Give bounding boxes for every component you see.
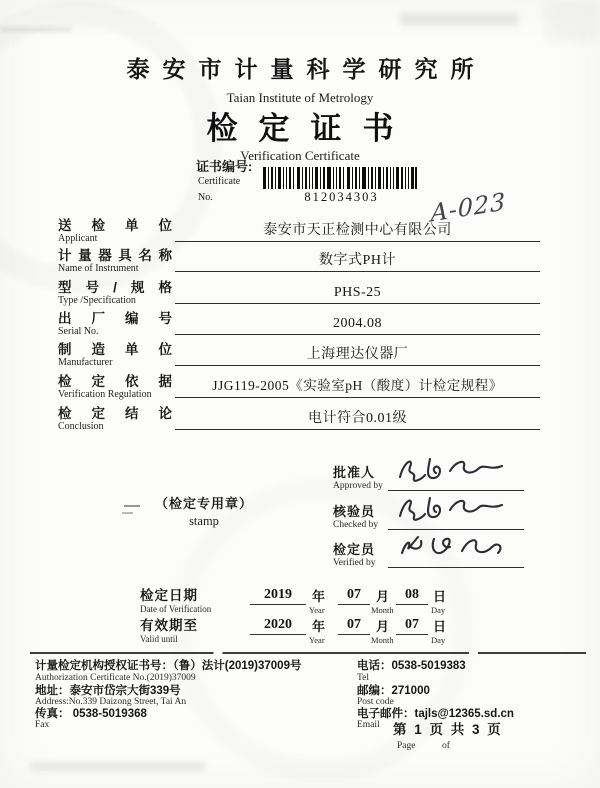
tel-en: Tel [357,673,369,683]
page-indicator-en-of: of [442,741,450,751]
verified-by-signature [392,529,517,567]
field-label-cn: 型号/规格 [58,280,172,295]
certificate-no-label-en2: No. [198,192,213,203]
email-cn: 电子邮件：tajls@12365.sd.cn [357,708,514,720]
field-label-en: Type /Specification [58,295,136,306]
field-value: JJG119-2005《实验室pH（酸度）计检定规程》 [175,373,540,398]
verified-by-line [388,567,524,568]
valid-until-label-cn: 有效期至 [140,618,198,633]
field-value: 数字式PH计 [175,247,540,272]
valid-until-day: 07 [396,618,428,635]
field-label-en: Name of Instrument [58,263,139,274]
valid-until-label-en: Valid until [140,634,178,644]
year-unit-cn: 年 [312,589,326,604]
day-unit-cn: 日 [433,619,447,634]
institute-name-en: Taian Institute of Metrology [226,90,374,105]
month-unit-en: Month [371,635,394,645]
field-value: PHS-25 [175,279,540,304]
footer-divider [30,652,586,654]
approved-by-signature [392,451,517,489]
checked-by-label-cn: 核验员 [333,504,376,519]
approved-by-label-cn: 批准人 [333,465,376,480]
handwritten-code: A-023 [430,187,507,228]
field-label-cn: 出厂编号 [58,311,172,326]
field-label-cn: 送检单位 [58,218,172,233]
stamp-note [146,497,262,528]
barcode-image [263,167,420,189]
scan-artifact-margin-dash [124,505,140,507]
field-label-en: Manufacturer [58,357,113,368]
authorization-cert-no-en: Authorization Certificate No.(2019)37009 [35,673,196,683]
verification-day: 08 [396,588,428,605]
field-value: 上海理达仪器厂 [175,341,540,366]
certificate-title-cn: 检定证书 [206,111,415,146]
certificate-no-label-cn: 证书编号: [196,159,253,174]
month-unit-en: Month [371,605,394,615]
valid-until-year: 2020 [250,618,306,635]
year-unit-cn: 年 [312,619,326,634]
verification-year: 2019 [250,588,306,605]
certificate-number: 812034303 [304,190,379,204]
scan-artifact-smudge-top [400,13,518,26]
certificate-no-label-en: Certificate [198,176,241,187]
address-en: Address:No.339 Daizong Street, Tai An [35,697,187,707]
field-label-en: Applicant [58,233,98,244]
address-cn: 地址：泰安市岱宗大街339号 [35,685,181,697]
month-unit-cn: 月 [376,589,390,604]
verification-date-label-en: Date of Verification [140,604,212,614]
field-row-applicant [58,217,540,247]
stamp-note-en: stamp [189,514,219,528]
stamp-note-cn: （检定专用章） [154,496,253,511]
field-label-cn: 计量器具名称 [58,248,172,263]
day-unit-cn: 日 [433,589,447,604]
field-row-serial-no [58,310,540,340]
field-label-cn: 检定结论 [58,406,172,421]
tel-cn: 电话：0538-5019383 [357,660,466,672]
year-unit-en: Year [309,635,325,645]
verification-date-label-cn: 检定日期 [140,588,198,603]
postcode-en: Post code [357,697,394,707]
verified-by-label-en: Verified by [333,558,376,568]
verification-month: 07 [338,588,370,605]
field-row-conclusion [58,405,540,435]
page-indicator-en-page: Page [397,741,416,751]
checked-by-label-en: Checked by [333,520,379,530]
field-row-regulation [58,373,540,403]
field-value: 2004.08 [175,310,540,335]
field-label-cn: 检定依据 [58,374,172,389]
authorization-cert-no-cn: 计量检定机构授权证书号：（鲁）法计(2019)37009号 [35,660,302,672]
verified-by-label-cn: 检定员 [333,542,376,557]
year-unit-en: Year [309,605,325,615]
scan-artifact-streak-topleft [0,27,72,32]
approved-by-label-en: Approved by [333,481,383,491]
scan-artifact-smudge-topright [545,0,597,42]
field-label-en: Serial No. [58,326,99,337]
certificate-title-en: Verification Certificate [240,148,360,163]
postcode-cn: 邮编：271000 [357,685,430,697]
field-label-en: Verification Regulation [58,389,152,400]
scan-artifact-smudge-bottom [30,762,205,771]
fax-en: Fax [35,720,50,730]
fax-cn: 传真： 0538-5019368 [35,708,147,720]
field-label-cn: 制造单位 [58,342,172,357]
valid-until-month: 07 [338,618,370,635]
institute-name-cn: 泰安市计量科学研究所 [126,56,487,82]
scan-artifact-margin-dash [122,512,133,514]
field-value: 泰安市天正检测中心有限公司 [175,217,540,242]
field-row-manufacturer [58,341,540,371]
day-unit-en: Day [431,605,446,615]
day-unit-en: Day [431,635,446,645]
month-unit-cn: 月 [376,619,390,634]
checked-by-signature [392,490,517,528]
field-row-type-spec [58,279,540,309]
field-row-instrument-name [58,247,540,277]
page-indicator: 第 1 页 共 3 页 [393,722,503,737]
field-value: 电计符合0.01级 [175,405,540,430]
email-en: Email [357,720,380,730]
field-label-en: Conclusion [58,421,104,432]
